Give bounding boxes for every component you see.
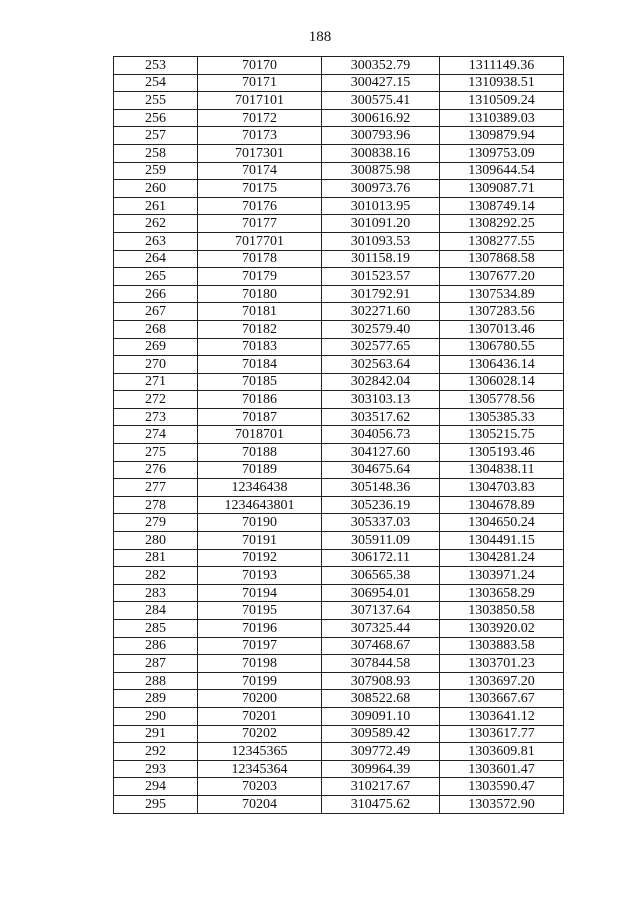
row-number-cell: 281 <box>114 549 198 567</box>
table-row <box>114 92 564 110</box>
row-number-cell: 276 <box>114 461 198 479</box>
point-id-cell: 70173 <box>198 127 322 145</box>
x-coordinate-cell: 307844.58 <box>322 655 440 673</box>
table-row <box>114 602 564 620</box>
row-number-cell: 278 <box>114 496 198 514</box>
point-id-cell: 70176 <box>198 197 322 215</box>
x-coordinate-cell: 307137.64 <box>322 602 440 620</box>
y-coordinate-cell: 1303850.58 <box>440 602 564 620</box>
y-coordinate-cell: 1303617.77 <box>440 725 564 743</box>
table-row <box>114 567 564 585</box>
y-coordinate-cell: 1309879.94 <box>440 127 564 145</box>
point-id-cell: 70202 <box>198 725 322 743</box>
row-number-cell: 290 <box>114 707 198 725</box>
x-coordinate-cell: 300575.41 <box>322 92 440 110</box>
x-coordinate-cell: 305911.09 <box>322 532 440 550</box>
table-row <box>114 180 564 198</box>
row-number-cell: 272 <box>114 391 198 409</box>
row-number-cell: 279 <box>114 514 198 532</box>
y-coordinate-cell: 1303920.02 <box>440 620 564 638</box>
y-coordinate-cell: 1303572.90 <box>440 795 564 813</box>
row-number-cell: 263 <box>114 232 198 250</box>
x-coordinate-cell: 300427.15 <box>322 74 440 92</box>
row-number-cell: 282 <box>114 567 198 585</box>
point-id-cell: 70175 <box>198 180 322 198</box>
x-coordinate-cell: 302577.65 <box>322 338 440 356</box>
table-row <box>114 725 564 743</box>
x-coordinate-cell: 310475.62 <box>322 795 440 813</box>
y-coordinate-cell: 1310938.51 <box>440 74 564 92</box>
table-row <box>114 338 564 356</box>
x-coordinate-cell: 300352.79 <box>322 57 440 75</box>
y-coordinate-cell: 1309753.09 <box>440 144 564 162</box>
x-coordinate-cell: 304127.60 <box>322 444 440 462</box>
x-coordinate-cell: 305236.19 <box>322 496 440 514</box>
point-id-cell: 70184 <box>198 356 322 374</box>
row-number-cell: 255 <box>114 92 198 110</box>
y-coordinate-cell: 1303667.67 <box>440 690 564 708</box>
y-coordinate-cell: 1303590.47 <box>440 778 564 796</box>
y-coordinate-cell: 1304650.24 <box>440 514 564 532</box>
y-coordinate-cell: 1306780.55 <box>440 338 564 356</box>
point-id-cell: 70177 <box>198 215 322 233</box>
x-coordinate-cell: 300616.92 <box>322 109 440 127</box>
x-coordinate-cell: 301093.53 <box>322 232 440 250</box>
table-row <box>114 144 564 162</box>
table-row <box>114 391 564 409</box>
point-id-cell: 70197 <box>198 637 322 655</box>
x-coordinate-cell: 301013.95 <box>322 197 440 215</box>
table-row <box>114 57 564 75</box>
table-row <box>114 232 564 250</box>
x-coordinate-cell: 306954.01 <box>322 584 440 602</box>
y-coordinate-cell: 1305193.46 <box>440 444 564 462</box>
row-number-cell: 261 <box>114 197 198 215</box>
table-row <box>114 549 564 567</box>
row-number-cell: 271 <box>114 373 198 391</box>
point-id-cell: 70183 <box>198 338 322 356</box>
table-row <box>114 584 564 602</box>
x-coordinate-cell: 305148.36 <box>322 479 440 497</box>
page-number: 188 <box>308 29 332 45</box>
point-id-cell: 70194 <box>198 584 322 602</box>
y-coordinate-cell: 1311149.36 <box>440 57 564 75</box>
y-coordinate-cell: 1307677.20 <box>440 268 564 286</box>
table-row <box>114 356 564 374</box>
y-coordinate-cell: 1308292.25 <box>440 215 564 233</box>
table-row <box>114 109 564 127</box>
y-coordinate-cell: 1309644.54 <box>440 162 564 180</box>
y-coordinate-cell: 1303658.29 <box>440 584 564 602</box>
row-number-cell: 288 <box>114 672 198 690</box>
x-coordinate-cell: 300838.16 <box>322 144 440 162</box>
y-coordinate-cell: 1303697.20 <box>440 672 564 690</box>
table-row <box>114 320 564 338</box>
row-number-cell: 273 <box>114 408 198 426</box>
y-coordinate-cell: 1306436.14 <box>440 356 564 374</box>
table-row <box>114 444 564 462</box>
row-number-cell: 284 <box>114 602 198 620</box>
x-coordinate-cell: 310217.67 <box>322 778 440 796</box>
table-row <box>114 215 564 233</box>
x-coordinate-cell: 308522.68 <box>322 690 440 708</box>
y-coordinate-cell: 1305778.56 <box>440 391 564 409</box>
table-row <box>114 707 564 725</box>
row-number-cell: 254 <box>114 74 198 92</box>
table-row <box>114 637 564 655</box>
y-coordinate-cell: 1304703.83 <box>440 479 564 497</box>
point-id-cell: 70193 <box>198 567 322 585</box>
point-id-cell: 70201 <box>198 707 322 725</box>
table-row <box>114 795 564 813</box>
x-coordinate-cell: 307325.44 <box>322 620 440 638</box>
x-coordinate-cell: 309091.10 <box>322 707 440 725</box>
x-coordinate-cell: 300973.76 <box>322 180 440 198</box>
point-id-cell: 12345364 <box>198 760 322 778</box>
x-coordinate-cell: 306565.38 <box>322 567 440 585</box>
row-number-cell: 258 <box>114 144 198 162</box>
row-number-cell: 277 <box>114 479 198 497</box>
x-coordinate-cell: 305337.03 <box>322 514 440 532</box>
point-id-cell: 70198 <box>198 655 322 673</box>
row-number-cell: 292 <box>114 743 198 761</box>
table-row <box>114 655 564 673</box>
point-id-cell: 70170 <box>198 57 322 75</box>
table-row <box>114 162 564 180</box>
point-id-cell: 70200 <box>198 690 322 708</box>
x-coordinate-cell: 303103.13 <box>322 391 440 409</box>
table-row <box>114 74 564 92</box>
y-coordinate-cell: 1310389.03 <box>440 109 564 127</box>
row-number-cell: 267 <box>114 303 198 321</box>
x-coordinate-cell: 302271.60 <box>322 303 440 321</box>
point-id-cell: 70190 <box>198 514 322 532</box>
x-coordinate-cell: 303517.62 <box>322 408 440 426</box>
y-coordinate-cell: 1308277.55 <box>440 232 564 250</box>
x-coordinate-cell: 302563.64 <box>322 356 440 374</box>
y-coordinate-cell: 1304678.89 <box>440 496 564 514</box>
table-row <box>114 303 564 321</box>
row-number-cell: 291 <box>114 725 198 743</box>
x-coordinate-cell: 302842.04 <box>322 373 440 391</box>
row-number-cell: 286 <box>114 637 198 655</box>
x-coordinate-cell: 309589.42 <box>322 725 440 743</box>
row-number-cell: 287 <box>114 655 198 673</box>
point-id-cell: 70172 <box>198 109 322 127</box>
y-coordinate-cell: 1303883.58 <box>440 637 564 655</box>
point-id-cell: 70203 <box>198 778 322 796</box>
y-coordinate-cell: 1303609.81 <box>440 743 564 761</box>
x-coordinate-cell: 301523.57 <box>322 268 440 286</box>
y-coordinate-cell: 1307868.58 <box>440 250 564 268</box>
table-row <box>114 373 564 391</box>
point-id-cell: 70186 <box>198 391 322 409</box>
table-row <box>114 285 564 303</box>
table-body <box>114 57 564 814</box>
point-id-cell: 70182 <box>198 320 322 338</box>
table-row <box>114 532 564 550</box>
point-id-cell: 70188 <box>198 444 322 462</box>
table-row <box>114 461 564 479</box>
point-id-cell: 7017701 <box>198 232 322 250</box>
row-number-cell: 294 <box>114 778 198 796</box>
y-coordinate-cell: 1305215.75 <box>440 426 564 444</box>
row-number-cell: 262 <box>114 215 198 233</box>
x-coordinate-cell: 301158.19 <box>322 250 440 268</box>
table-row <box>114 268 564 286</box>
table-row <box>114 690 564 708</box>
table-row <box>114 426 564 444</box>
y-coordinate-cell: 1309087.71 <box>440 180 564 198</box>
table-row <box>114 760 564 778</box>
row-number-cell: 260 <box>114 180 198 198</box>
point-id-cell: 12345365 <box>198 743 322 761</box>
table-row <box>114 479 564 497</box>
y-coordinate-cell: 1304281.24 <box>440 549 564 567</box>
table-row <box>114 197 564 215</box>
y-coordinate-cell: 1307534.89 <box>440 285 564 303</box>
y-coordinate-cell: 1303971.24 <box>440 567 564 585</box>
point-id-cell: 70179 <box>198 268 322 286</box>
x-coordinate-cell: 309772.49 <box>322 743 440 761</box>
point-id-cell: 70191 <box>198 532 322 550</box>
row-number-cell: 275 <box>114 444 198 462</box>
row-number-cell: 269 <box>114 338 198 356</box>
point-id-cell: 70171 <box>198 74 322 92</box>
x-coordinate-cell: 307908.93 <box>322 672 440 690</box>
y-coordinate-cell: 1305385.33 <box>440 408 564 426</box>
point-id-cell: 70174 <box>198 162 322 180</box>
table-row <box>114 496 564 514</box>
point-id-cell: 70187 <box>198 408 322 426</box>
point-id-cell: 7017301 <box>198 144 322 162</box>
y-coordinate-cell: 1310509.24 <box>440 92 564 110</box>
x-coordinate-cell: 301792.91 <box>322 285 440 303</box>
row-number-cell: 270 <box>114 356 198 374</box>
x-coordinate-cell: 300793.96 <box>322 127 440 145</box>
y-coordinate-cell: 1303641.12 <box>440 707 564 725</box>
table-row <box>114 778 564 796</box>
point-id-cell: 70185 <box>198 373 322 391</box>
row-number-cell: 266 <box>114 285 198 303</box>
row-number-cell: 285 <box>114 620 198 638</box>
row-number-cell: 256 <box>114 109 198 127</box>
y-coordinate-cell: 1307013.46 <box>440 320 564 338</box>
row-number-cell: 293 <box>114 760 198 778</box>
y-coordinate-cell: 1303601.47 <box>440 760 564 778</box>
x-coordinate-cell: 307468.67 <box>322 637 440 655</box>
y-coordinate-cell: 1304838.11 <box>440 461 564 479</box>
point-id-cell: 70189 <box>198 461 322 479</box>
table-row <box>114 408 564 426</box>
coordinates-table <box>113 56 564 814</box>
table-row <box>114 250 564 268</box>
x-coordinate-cell: 301091.20 <box>322 215 440 233</box>
point-id-cell: 70181 <box>198 303 322 321</box>
point-id-cell: 70196 <box>198 620 322 638</box>
row-number-cell: 253 <box>114 57 198 75</box>
row-number-cell: 259 <box>114 162 198 180</box>
point-id-cell: 1234643801 <box>198 496 322 514</box>
row-number-cell: 274 <box>114 426 198 444</box>
row-number-cell: 264 <box>114 250 198 268</box>
table-row <box>114 514 564 532</box>
point-id-cell: 12346438 <box>198 479 322 497</box>
table-row <box>114 620 564 638</box>
y-coordinate-cell: 1307283.56 <box>440 303 564 321</box>
row-number-cell: 283 <box>114 584 198 602</box>
y-coordinate-cell: 1303701.23 <box>440 655 564 673</box>
table-row <box>114 743 564 761</box>
point-id-cell: 70204 <box>198 795 322 813</box>
point-id-cell: 70180 <box>198 285 322 303</box>
table-row <box>114 127 564 145</box>
point-id-cell: 7018701 <box>198 426 322 444</box>
row-number-cell: 289 <box>114 690 198 708</box>
point-id-cell: 70199 <box>198 672 322 690</box>
x-coordinate-cell: 300875.98 <box>322 162 440 180</box>
point-id-cell: 70195 <box>198 602 322 620</box>
row-number-cell: 268 <box>114 320 198 338</box>
x-coordinate-cell: 304056.73 <box>322 426 440 444</box>
x-coordinate-cell: 304675.64 <box>322 461 440 479</box>
table-row <box>114 672 564 690</box>
x-coordinate-cell: 302579.40 <box>322 320 440 338</box>
row-number-cell: 265 <box>114 268 198 286</box>
y-coordinate-cell: 1308749.14 <box>440 197 564 215</box>
row-number-cell: 295 <box>114 795 198 813</box>
x-coordinate-cell: 306172.11 <box>322 549 440 567</box>
y-coordinate-cell: 1304491.15 <box>440 532 564 550</box>
point-id-cell: 7017101 <box>198 92 322 110</box>
point-id-cell: 70192 <box>198 549 322 567</box>
point-id-cell: 70178 <box>198 250 322 268</box>
row-number-cell: 257 <box>114 127 198 145</box>
x-coordinate-cell: 309964.39 <box>322 760 440 778</box>
y-coordinate-cell: 1306028.14 <box>440 373 564 391</box>
row-number-cell: 280 <box>114 532 198 550</box>
